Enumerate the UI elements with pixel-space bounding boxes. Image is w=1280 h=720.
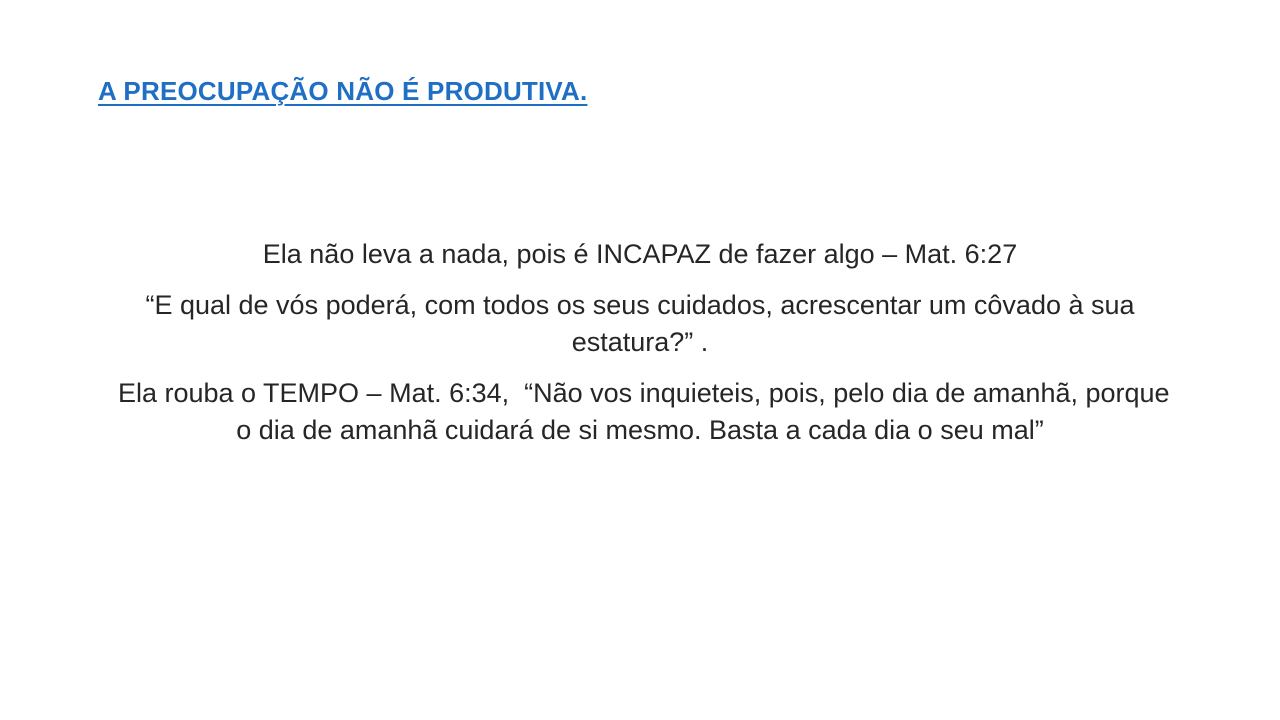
slide-title: A PREOCUPAÇÃO NÃO É PRODUTIVA. [98,76,588,106]
paragraph-intro: Ela não leva a nada, pois é INCAPAZ de fazer algo – Mat. 6:27 [262,239,1018,269]
paragraph-quote-mat-6-27: “E qual de vós poderá, com todos os seus cuidados, acrescentar um côvado à sua estatura?” . [145,290,1135,357]
paragraph-quote-mat-6-34: Ela rouba o TEMPO – Mat. 6:34, “Não vos inquieteis, pois, pelo dia de amanhã, porque o dia de amanhã cuidará de si mesmo. Basta a cada dia o seu mal” [110,378,1178,445]
slide-body [100,236,1180,463]
